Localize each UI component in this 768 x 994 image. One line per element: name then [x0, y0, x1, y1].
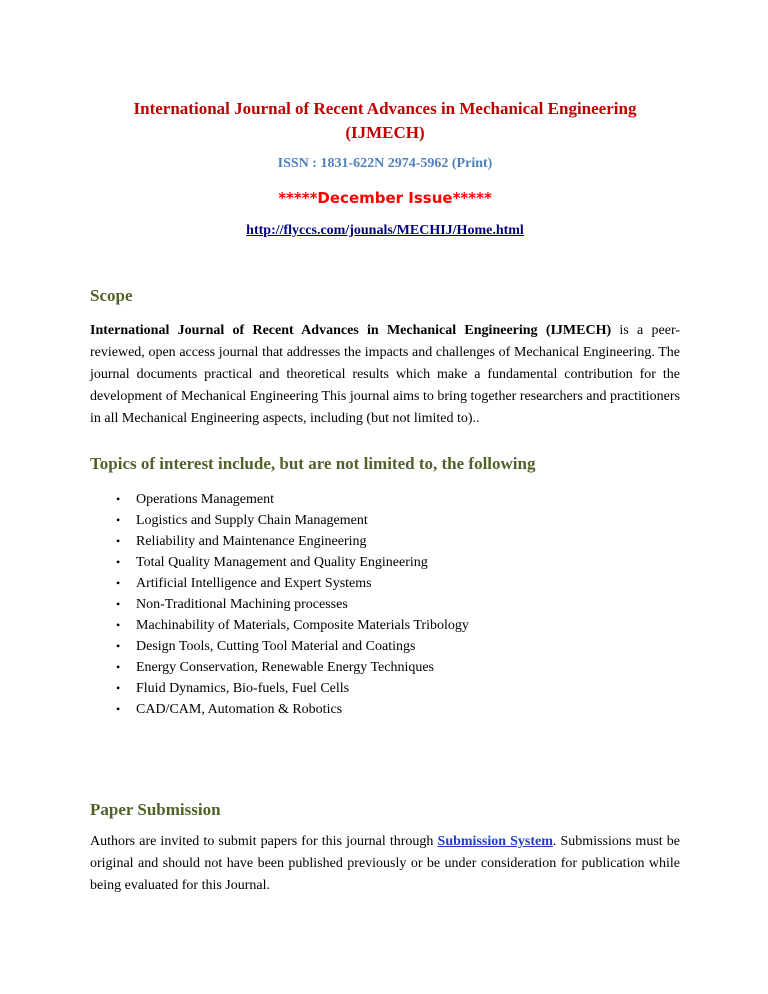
topic-list-item — [90, 510, 680, 531]
scope-paragraph — [90, 320, 680, 430]
scope-text: is a peer-reviewed, open access journal that addresses the impacts and challenges of Mechanical Engineering. The journal documents practical and theoretical results which make a fundamental contribution for the development of Mechanical Engineering This journal aims to bring together researchers and practitioners in all Mechanical Engineering aspects, including (but not limited to).. — [90, 323, 680, 426]
bullet-icon: • — [116, 702, 121, 716]
topic-text: Fluid Dynamics, Bio-fuels, Fuel Cells — [136, 681, 350, 696]
submission-system-link[interactable]: Submission System — [437, 834, 553, 849]
bullet-icon: • — [116, 597, 121, 611]
topic-text: Total Quality Management and Quality Engineering — [136, 555, 428, 570]
topic-list-item — [90, 489, 680, 510]
submission-paragraph — [90, 831, 680, 897]
journal-title-line2: (IJMECH) — [345, 123, 425, 142]
bullet-icon: • — [116, 660, 121, 674]
topics-heading: Topics of interest include, but are not limited to, the following — [90, 454, 536, 473]
bullet-icon: • — [116, 576, 121, 590]
topic-list-item — [90, 573, 680, 594]
scope-heading: Scope — [90, 286, 133, 305]
topic-list-item — [90, 552, 680, 573]
bullet-icon: • — [116, 639, 121, 653]
submission-heading: Paper Submission — [90, 800, 221, 819]
journal-url-line — [90, 222, 680, 240]
issue-banner: *****December Issue***** — [278, 189, 492, 207]
bullet-icon: • — [116, 681, 121, 695]
topic-list-item — [90, 636, 680, 657]
topic-list-item — [90, 699, 680, 720]
bullet-icon: • — [116, 555, 121, 569]
issn-line: ISSN : 1831-622N 2974-5962 (Print) — [277, 156, 493, 171]
topic-list-item — [90, 615, 680, 636]
topic-text: Energy Conservation, Renewable Energy Techniques — [136, 660, 434, 675]
topic-text: Design Tools, Cutting Tool Material and Coatings — [136, 639, 416, 654]
submission-text-before: Authors are invited to submit papers for this journal through — [90, 834, 438, 849]
topic-text: CAD/CAM, Automation & Robotics — [136, 702, 343, 717]
topic-list-item — [90, 594, 680, 615]
topic-text: Logistics and Supply Chain Management — [136, 513, 368, 528]
bullet-icon: • — [116, 492, 121, 506]
topics-list — [90, 489, 680, 720]
topic-text: Non-Traditional Machining processes — [136, 597, 348, 612]
journal-url-link[interactable]: http://flyccs.com/jounals/MECHIJ/Home.html — [246, 223, 524, 238]
submission-text-after: . Submissions must be original and should not have been published previously or be under consideration for publication while being evaluated for this Journal. — [90, 834, 680, 893]
bullet-icon: • — [116, 534, 121, 548]
journal-title — [90, 97, 680, 145]
topic-list-item — [90, 657, 680, 678]
topic-list-item — [90, 531, 680, 552]
topic-text: Machinability of Materials, Composite Materials Tribology — [136, 618, 469, 633]
bullet-icon: • — [116, 618, 121, 632]
topic-list-item — [90, 678, 680, 699]
journal-title-line1: International Journal of Recent Advances in Mechanical Engineering — [133, 99, 637, 118]
topic-text: Reliability and Maintenance Engineering — [136, 534, 367, 549]
topic-text: Artificial Intelligence and Expert Systems — [136, 576, 372, 591]
scope-journal-name: International Journal of Recent Advances in Mechanical Engineering (IJMECH) — [90, 323, 612, 338]
bullet-icon: • — [116, 513, 121, 527]
topic-text: Operations Management — [136, 492, 275, 507]
